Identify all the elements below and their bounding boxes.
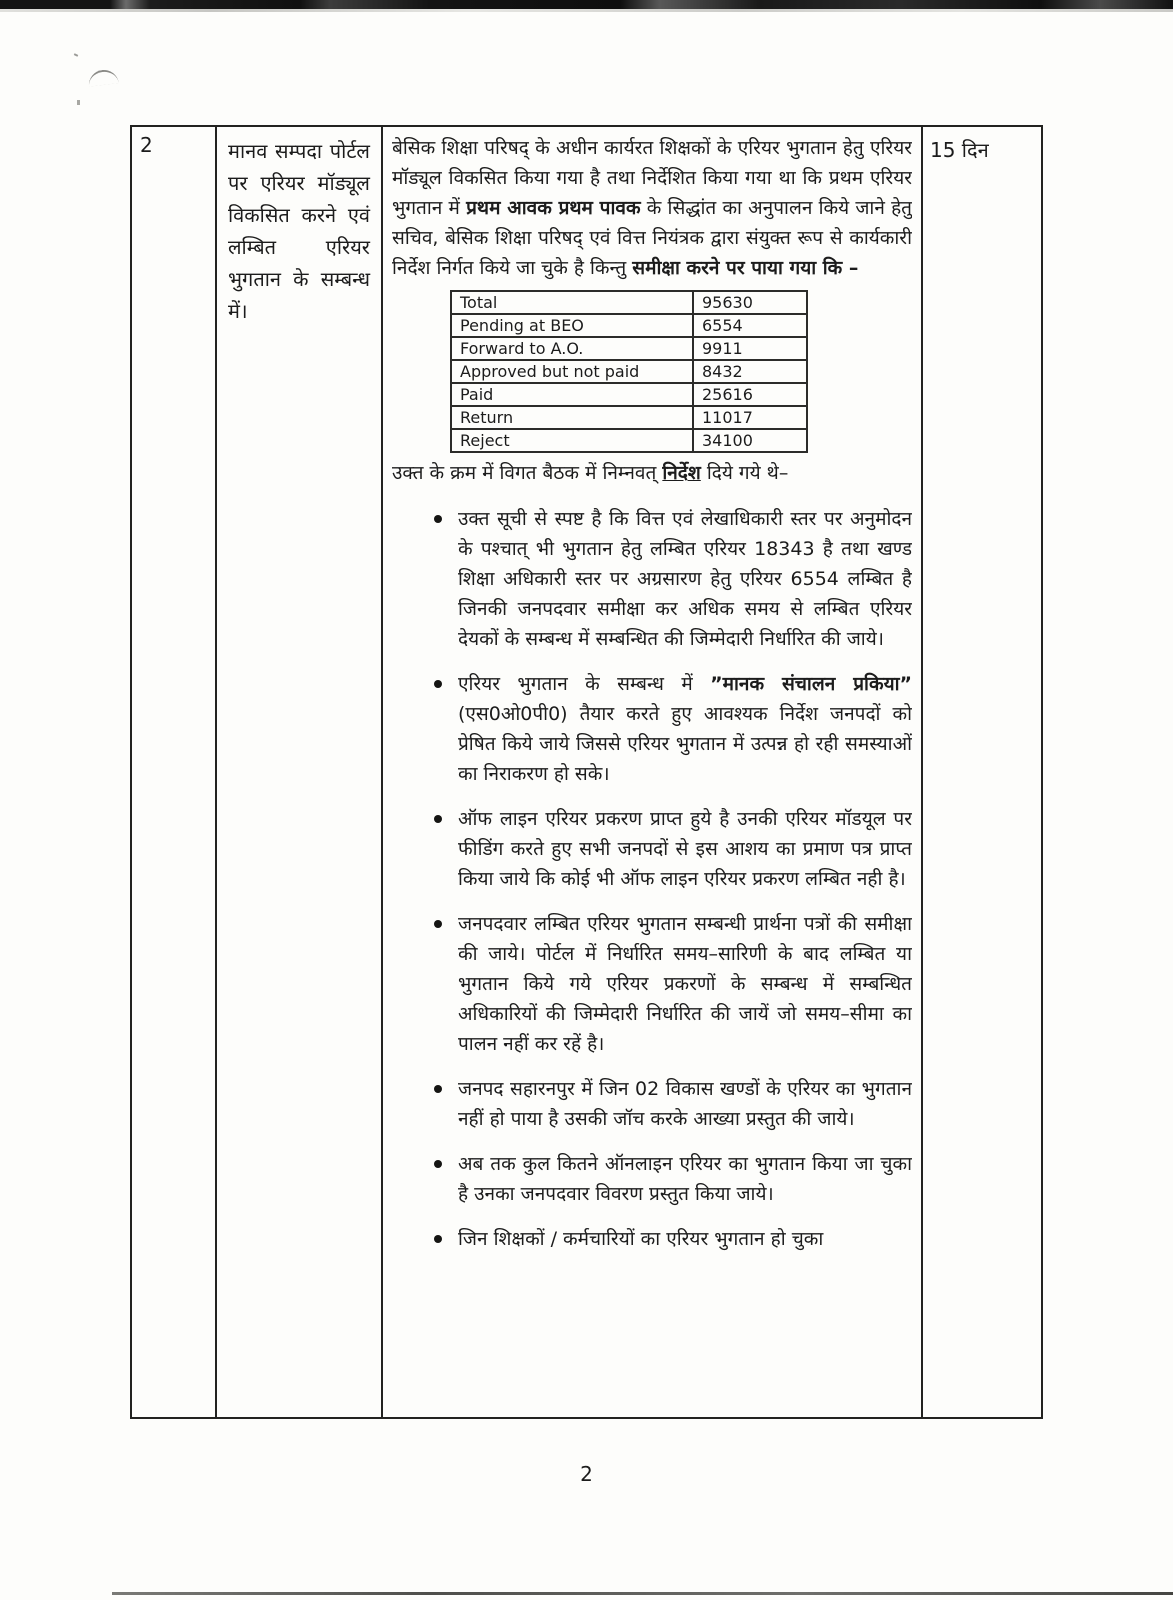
stats-row xyxy=(451,314,807,337)
stats-row xyxy=(451,291,807,314)
body-text: जिन शिक्षकों / कर्मचारियों का एरियर भुगतान हो चुका xyxy=(458,1228,824,1250)
directive-line xyxy=(392,458,912,488)
stat-label: Approved but not paid xyxy=(451,360,693,383)
stat-label: Paid xyxy=(451,383,693,406)
body-text: दिये गये थे– xyxy=(700,462,789,484)
body-text: अब तक कुल कितने ऑनलाइन एरियर का भुगतान किया जा चुका है उनका जनपदवार विवरण प्रस्तुत किया जाये। xyxy=(458,1153,912,1205)
directive-bullet xyxy=(432,1224,912,1254)
directive-bullet xyxy=(432,669,912,789)
stat-value: 9911 xyxy=(693,337,807,360)
body-text: एरियर भुगतान के सम्बन्ध में xyxy=(458,673,711,695)
body-text: उक्त के क्रम में विगत बैठक में निम्नवत् xyxy=(392,462,663,484)
stat-value: 6554 xyxy=(693,314,807,337)
agenda-table xyxy=(130,125,1043,1419)
directive-bullet xyxy=(432,1074,912,1134)
stats-row xyxy=(451,360,807,383)
body-text: (एस0ओ0पी0) तैयार करते हुए आवश्यक निर्देश जनपदों को प्रेषित किये जाये जिससे एरियर भुगतान में उत्पन्न हो रही समस्याओं का निराकरण हो सके। xyxy=(458,703,912,785)
body-text: बेसिक शिक्षा परिषद् के अधीन कार्यरत शिक्षकों के एरियर भुगतान हेतु एरियर मॉड्यूल विकसित किया गया है तथा निर्देशित किया गया था कि प्रथम एरियर भुगतान में xyxy=(392,137,912,219)
directive-bullet-list xyxy=(392,504,912,1254)
stats-row xyxy=(451,383,807,406)
body-text: के सिद्धांत का अनुपालन किये जाने हेतु सचिव, बेसिक शिक्षा परिषद् एवं वित्त नियंत्रक द्वारा संयुक्त रूप से कार्यकारी निर्देश निर्गत किये जा चुके है किन्तु xyxy=(392,197,912,279)
stats-row xyxy=(451,337,807,360)
scan-edge-top-shadow xyxy=(0,9,1173,12)
scan-mark xyxy=(77,100,80,105)
directive-bullet xyxy=(432,909,912,1059)
emphasis-text: ”मानक संचालन प्रकिया” xyxy=(710,673,912,695)
timeline-cell xyxy=(922,126,1042,1418)
stats-row xyxy=(451,429,807,452)
details-cell xyxy=(382,126,922,1418)
scan-mark xyxy=(74,53,78,57)
stat-label: Forward to A.O. xyxy=(451,337,693,360)
subject-text: मानव सम्पदा पोर्टल पर एरियर मॉड्यूल विकसित करने एवं लम्बित एरियर भुगतान के सम्बन्ध में। xyxy=(228,139,370,323)
stat-label: Reject xyxy=(451,429,693,452)
stat-label: Return xyxy=(451,406,693,429)
subject-cell xyxy=(216,126,382,1418)
body-text: जनपदवार लम्बित एरियर भुगतान सम्बन्धी प्रार्थना पत्रों की समीक्षा की जाये। पोर्टल में निर्धारित समय–सारिणी के बाद लम्बित या भुगतान किये गये एरियर प्रकरणों के सम्बन्ध में सम्बन्धित अधिकारियों की जिम्मेदारी निर्धारित की जायें जो समय–सीमा का पालन नहीं कर रहें है। xyxy=(458,913,912,1055)
directive-bullet xyxy=(432,1149,912,1209)
body-text: ऑफ लाइन एरियर प्रकरण प्राप्त हुये है उनकी एरियर मॉडयूल पर फीडिंग करते हुए सभी जनपदों से इस आशय का प्रमाण पत्र प्राप्त किया जाये कि कोई भी ऑफ लाइन एरियर प्रकरण लम्बित नही है। xyxy=(458,808,912,890)
stat-value: 34100 xyxy=(693,429,807,452)
body-text: उक्त सूची से स्पष्ट है कि वित्त एवं लेखाधिकारी स्तर पर अनुमोदन के पश्चात् भी भुगतान हेतु लम्बित एरियर 18343 है तथा खण्ड शिक्षा अधिकारी स्तर पर अग्रसारण हेतु एरियर 6554 लम्बित है जिनकी जनपदवार समीक्षा कर अधिक समय से लम्बित एरियर देयकों के सम्बन्ध में सम्बन्धित की जिम्मेदारी निर्धारित की जाये। xyxy=(458,508,912,650)
body-text: जनपद सहारनपुर में जिन 02 विकास खण्डों के एरियर का भुगतान नहीं हो पाया है उसकी जॉच करके आख्या प्रस्तुत की जाये। xyxy=(458,1078,912,1130)
agenda-row xyxy=(131,126,1042,1418)
intro-paragraph xyxy=(392,133,912,283)
directive-bullet xyxy=(432,804,912,894)
details-content xyxy=(392,131,912,1409)
page-number: 2 xyxy=(580,1462,593,1486)
stat-value: 8432 xyxy=(693,360,807,383)
arrear-status-table xyxy=(450,290,808,453)
scan-edge-bottom xyxy=(112,1592,1173,1595)
stat-value: 25616 xyxy=(693,383,807,406)
emphasis-text: निर्देश xyxy=(662,462,701,484)
stat-label: Pending at BEO xyxy=(451,314,693,337)
emphasis-text: समीक्षा करने पर पाया गया कि – xyxy=(632,257,859,279)
stats-row xyxy=(451,406,807,429)
timeline-text: 15 दिन xyxy=(930,138,989,162)
scan-mark xyxy=(87,68,119,87)
emphasis-text: प्रथम आवक प्रथम पावक xyxy=(466,197,641,219)
stat-value: 11017 xyxy=(693,406,807,429)
scan-edge-top xyxy=(0,0,1173,9)
directive-bullet xyxy=(432,504,912,654)
stat-value: 95630 xyxy=(693,291,807,314)
serial-number: 2 xyxy=(140,133,153,157)
stat-label: Total xyxy=(451,291,693,314)
serial-cell xyxy=(131,126,216,1418)
